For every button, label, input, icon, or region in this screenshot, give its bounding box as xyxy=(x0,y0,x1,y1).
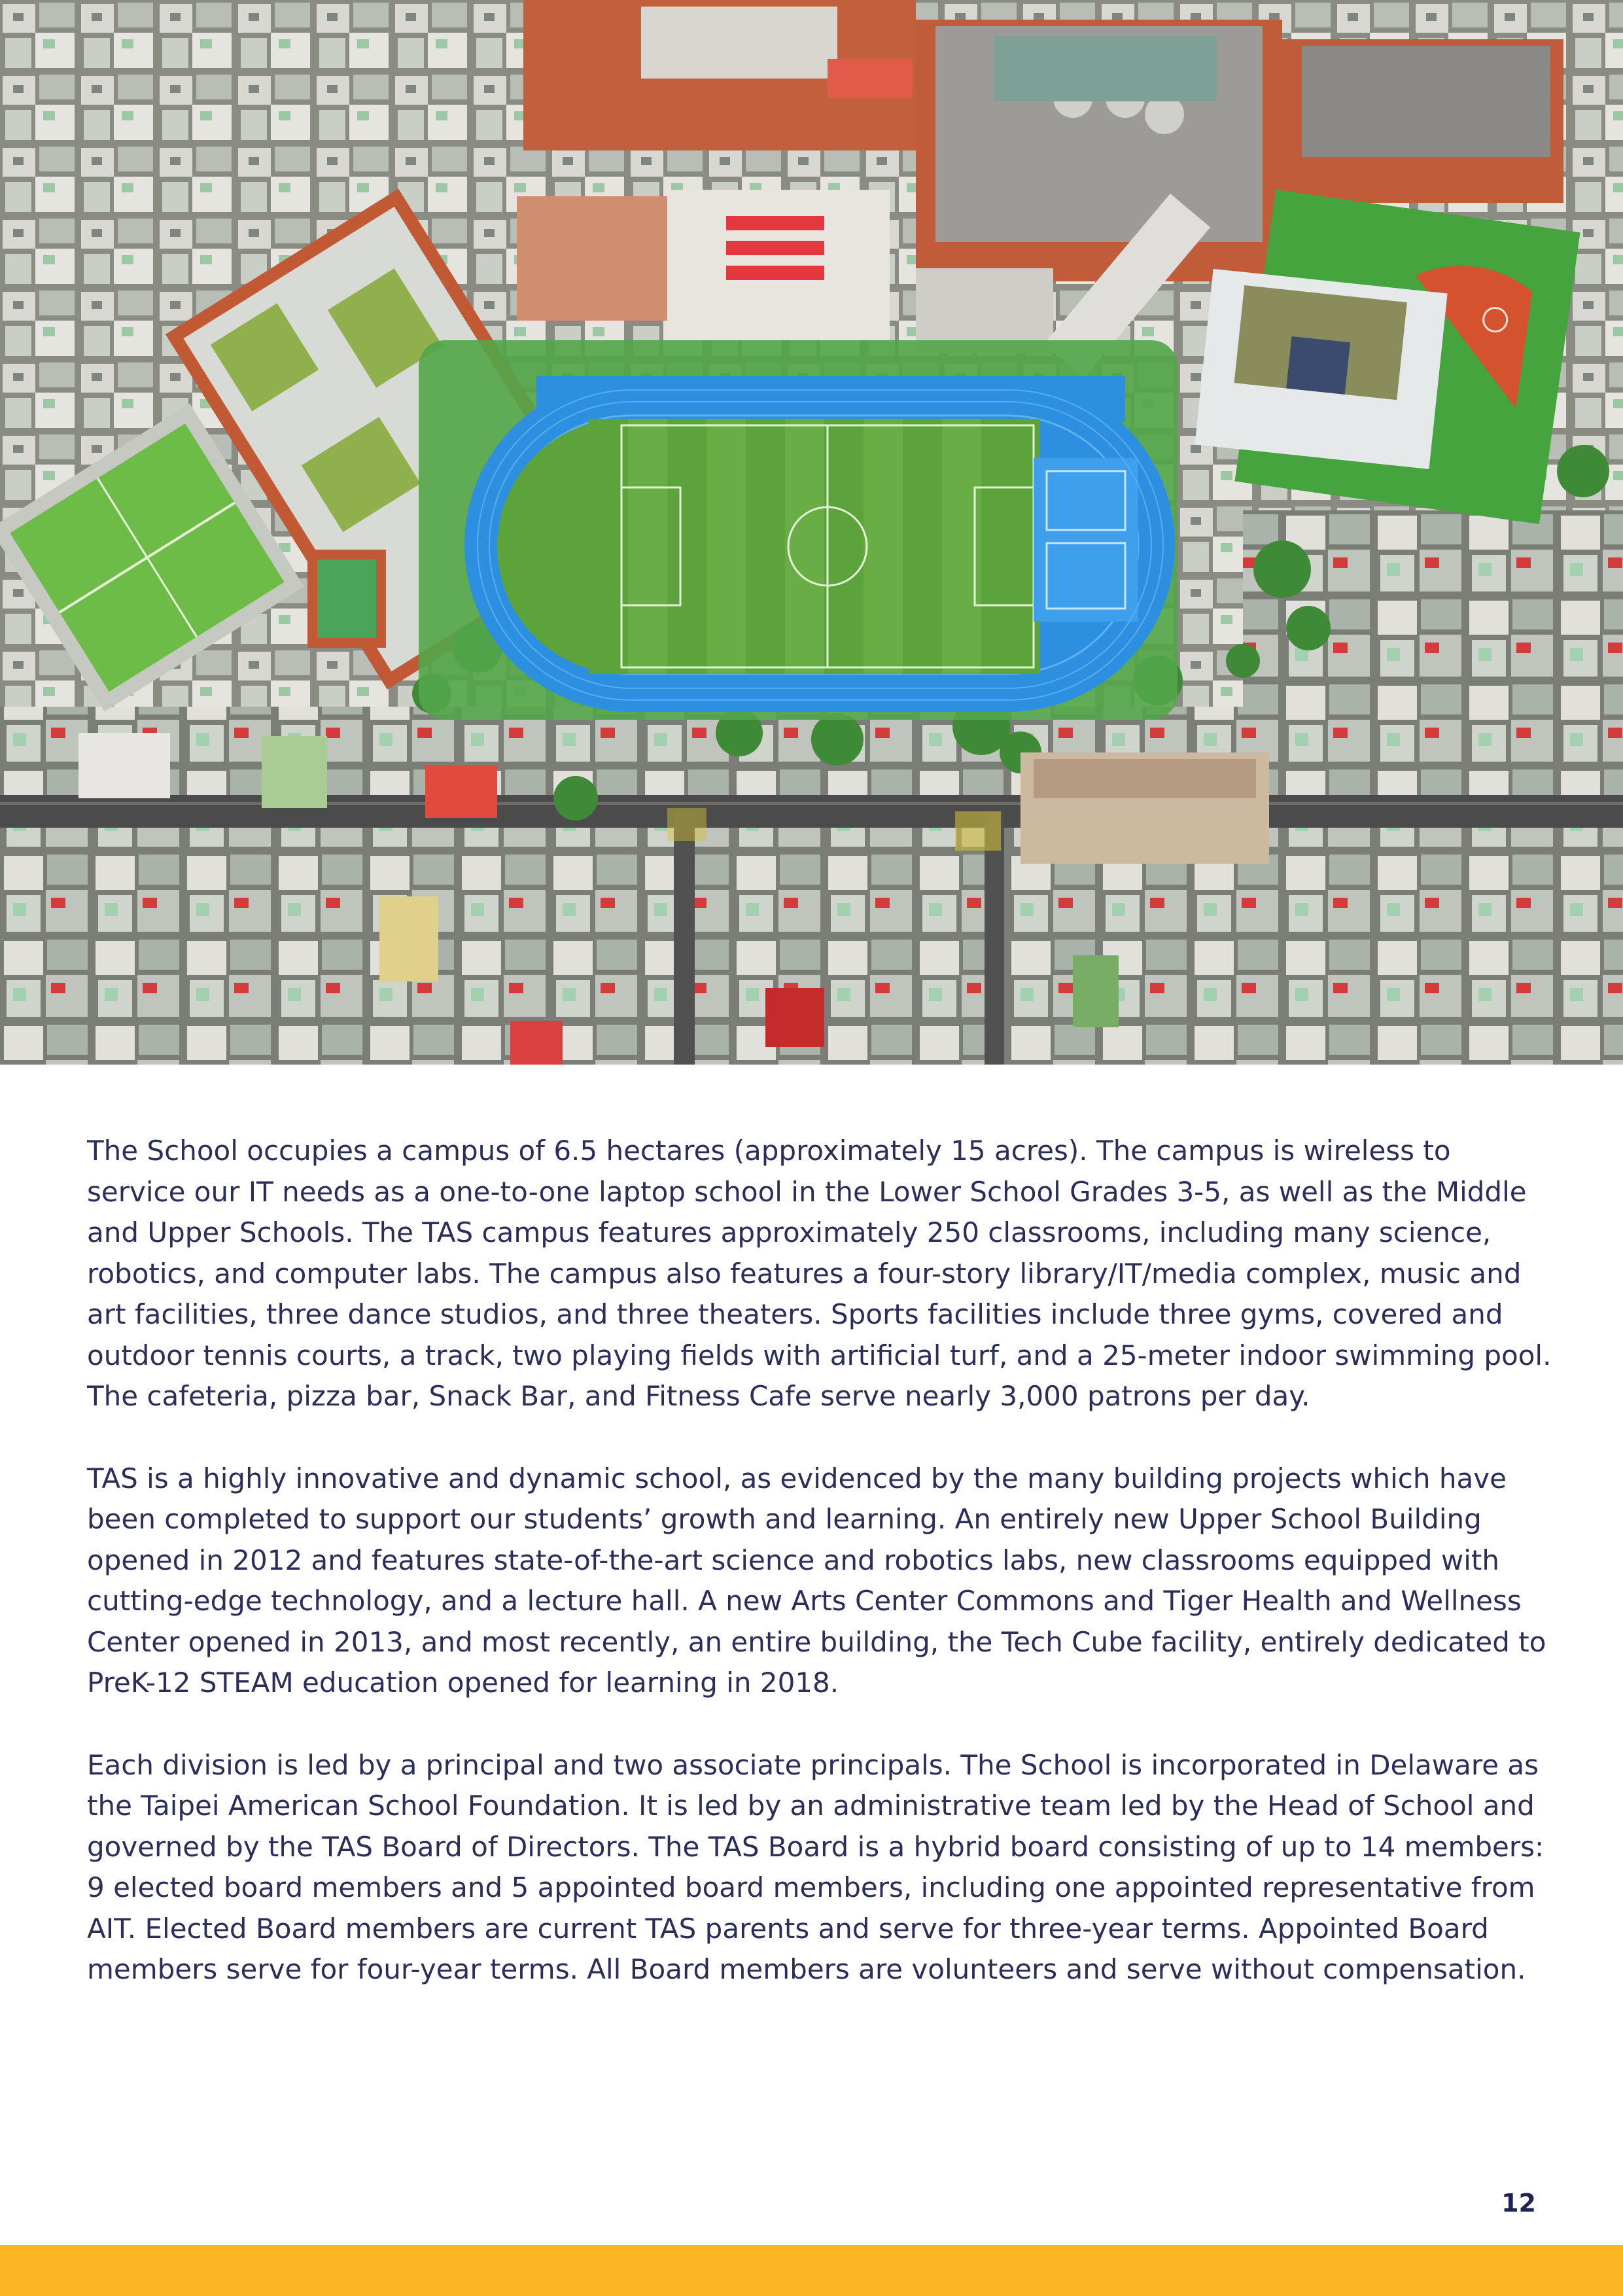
body-text xyxy=(87,1131,1552,2032)
page-number: 12 xyxy=(1501,2189,1536,2217)
aerial-campus-photo xyxy=(0,0,1623,1065)
footer-band xyxy=(0,2245,1623,2296)
paragraph-building-projects: TAS is a highly innovative and dynamic school, as evidenced by the many building projects which have been completed to support our students’ growth and learning. An entirely new Upper School Building opened in 2012 and features state-of-the-art science and robotics labs, new classrooms equipped with cutting-edge technology, and a lecture hall. A new Arts Center Commons and Tiger Health and Wellness Center opened in 2013, and most recently, an entire building, the Tech Cube facility, entirely dedicated to PreK-12 STEAM education opened for learning in 2018. xyxy=(87,1462,1546,1699)
paragraph-governance: Each division is led by a principal and two associate principals. The School is incorporated in Delaware as the Taipei American School Foundation. It is led by an administrative team led by the Head of School and governed by the TAS Board of Directors. The TAS Board is a hybrid board consisting of up to 14 members: 9 elected board members and 5 appointed board members, including one appointed representative from AIT. Elected Board members are current TAS parents and serve for three-year terms. Appointed Board members serve for four-year terms. All Board members are volunteers and serve without compensation. xyxy=(87,1748,1544,1985)
paragraph-campus: The School occupies a campus of 6.5 hectares (approximately 15 acres). The campus is wireless to service our IT needs as a one-to-one laptop school in the Lower School Grades 3-5, as well as the Middle and Upper Schools. The TAS campus features approximately 250 classrooms, including many science, robotics, and computer labs. The campus also features a four-story library/IT/media complex, music and art facilities, three dance studios, and three theaters. Sports facilities include three gyms, covered and outdoor tennis courts, a track, two playing fields with artificial turf, and a 25-meter indoor swimming pool. The cafeteria, pizza bar, Snack Bar, and Fitness Cafe serve nearly 3,000 patrons per day. xyxy=(87,1135,1552,1412)
aerial-photo-illustration xyxy=(0,0,1623,1065)
